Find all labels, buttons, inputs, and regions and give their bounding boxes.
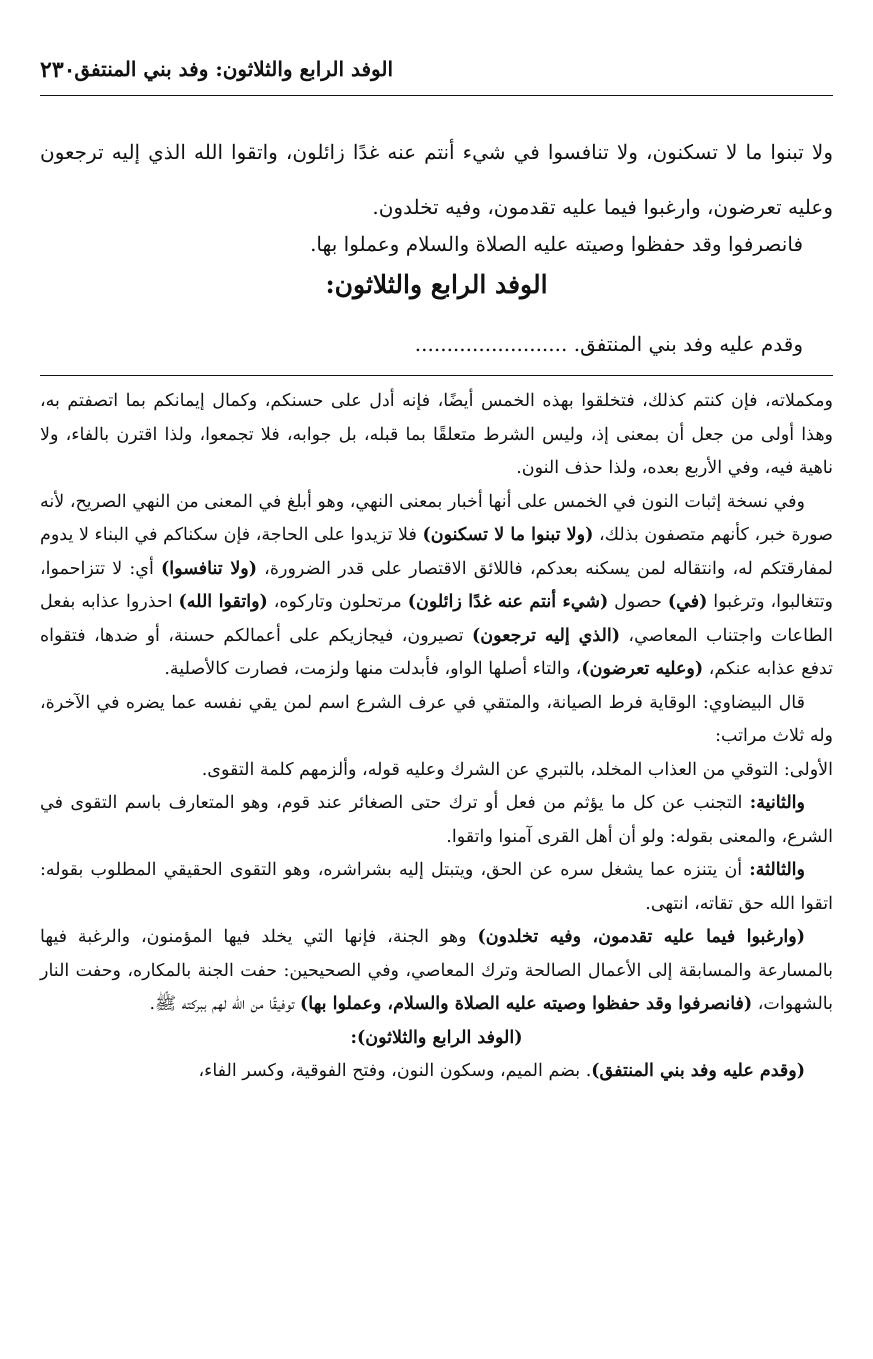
main-text-paragraph-2: فانصرفوا وقد حفظوا وصيته عليه الصلاة والسلام وعملوا بها. [310, 232, 803, 256]
quoted-phrase: (فانصرفوا وقد حفظوا وصيته عليه الصلاة والسلام، وعملوا بها) [299, 994, 753, 1014]
commentary-text: توفيقًا من الله لهم ببركته ﷺ. [149, 994, 300, 1014]
quoted-phrase: (واتقوا الله) [178, 592, 268, 612]
quoted-phrase: (في) [667, 592, 708, 612]
commentary-text: أي: لا تتزاحموا، وتتغالبوا، وترغبوا [40, 558, 834, 612]
commentary-text: مرتحلون وتاركوه، [267, 592, 408, 612]
page-number: ٢٣٠ [40, 57, 76, 83]
commentary-paragraph [40, 854, 833, 921]
section-heading: الوفد الرابع والثلاثون: [325, 270, 548, 299]
rank-label: والثالثة: [749, 860, 805, 880]
commentary-paragraph: الأولى: التوقي من العذاب المخلد، بالتبري عن الشرك وعليه قوله، وألزمهم كلمة التقوى. [201, 759, 833, 780]
commentary-paragraph [40, 921, 833, 1022]
header-rule [40, 95, 833, 96]
commentary-text: ، والتاء أصلها الواو، فأبدلت منها ولزمت، فصارت كالأصلية. [164, 659, 582, 679]
commentary-text: التجنب عن كل ما يؤثم من فعل أو ترك حتى الصغائر عند قوم، وهو المتعارف باسم التقوى في الشرع، والمعنى بقوله: ولو أن أهل القرى آمنوا واتقوا. [40, 793, 833, 847]
commentary-text: تصيرون، فيجازيكم على أعمالكم حسنة، أو ضدها، فتقواه تدفع عذابه عنكم، [40, 625, 833, 679]
commentary-paragraph [40, 787, 833, 854]
commentary-text: أن يتنزه عما يشغل سره عن الحق، ويتبتل إليه بشراشره، وهو التقوى الحقيقي المطلوب بقوله: اتقوا الله حق تقاته، انتهى. [40, 860, 833, 914]
quoted-phrase: (وقدم عليه وفد بني المنتفق) [591, 1061, 805, 1081]
quoted-phrase: (شيء أنتم عنه غدًا زائلون) [407, 592, 609, 612]
commentary-paragraph: قال البيضاوي: الوقاية فرط الصيانة، والمتقي في عرف الشرع اسم لمن يقي نفسه عما يضره في الآخرة، وله ثلاث مراتب: [40, 692, 833, 746]
rank-label: والثانية: [749, 793, 805, 813]
main-text-paragraph-3 [40, 330, 833, 359]
quoted-phrase: (ولا تبنوا ما لا تسكنون) [422, 525, 594, 545]
commentary-text: احذروا عذابه بفعل الطاعات واجتناب المعاصي، [40, 592, 833, 646]
main-text-line: وقدم عليه وفد بني المنتفق. [573, 332, 803, 356]
commentary-text: حصول [608, 592, 668, 612]
running-header [40, 55, 833, 91]
commentary-heading: (الوفد الرابع والثلاثون): [350, 1027, 523, 1048]
quoted-phrase: (وعليه تعرضون) [581, 659, 704, 679]
commentary-text: فلا تزيدوا على الحاجة، فإن سكناكم في البناء لا يدوم لمفارقتكم له، وانتقاله لمن يسكنه بعدكم، فاللائق الاقتصار على قدر الضرورة، [40, 525, 833, 579]
ellipsis-dots: ........................ [414, 332, 568, 356]
commentary [40, 385, 833, 1089]
main-text-paragraph-1: ولا تبنوا ما لا تسكنون، ولا تنافسوا في شيء أنتم عنه غدًا زائلون، واتقوا الله الذي إليه ترجعون وعليه تعرضون، وارغبوا فيما عليه تقدمون، وفيه تخلدون. [40, 140, 833, 219]
commentary-text: وهو الجنة، فإنها التي يخلد فيها المؤمنون، والرغبة فيها بالمسارعة والمسابقة إلى الأعمال الصالحة وترك المعاصي، وفي الصحيحين: حفت الجنة بالمكاره، وحفت النار بالشهوات، [40, 927, 833, 1014]
commentary-paragraph [40, 486, 833, 687]
commentary-paragraph: ومكملاته، فإن كنتم كذلك، فتخلقوا بهذه الخمس أيضًا، فإنه أدل على حسنكم، وكمال إيمانكم بما اتصفتم به، وهذا أولى من جعل أن بمعنى إذ، وليس الشرط متعلقًا بما قبله، بل جوابه، فلا تجمعوا، ولذا اقترن بالفاء، ولا ناهية فيه، وفي الأربع بعده، ولذا حذف النون. [40, 391, 833, 478]
commentary-text: . بضم الميم، وسكون النون، وفتح الفوقية، وكسر الفاء، [198, 1061, 592, 1081]
footnote-divider [40, 375, 833, 376]
commentary-paragraph [40, 1055, 833, 1089]
quoted-phrase: (الذي إليه ترجعون) [472, 625, 621, 646]
quoted-phrase: (وارغبوا فيما عليه تقدمون، وفيه تخلدون) [477, 927, 805, 947]
header-title: الوفد الرابع والثلاثون: وفد بني المنتفق [74, 57, 393, 81]
commentary-text: وفي نسخة إثبات النون في الخمس على أنها أخبار بمعنى النهي، وهو أبلغ في المعنى من النهي الصريح، لأنه صورة خبر، كأنهم متصفون بذلك، [40, 491, 834, 545]
quoted-phrase: (ولا تنافسوا) [161, 558, 258, 579]
